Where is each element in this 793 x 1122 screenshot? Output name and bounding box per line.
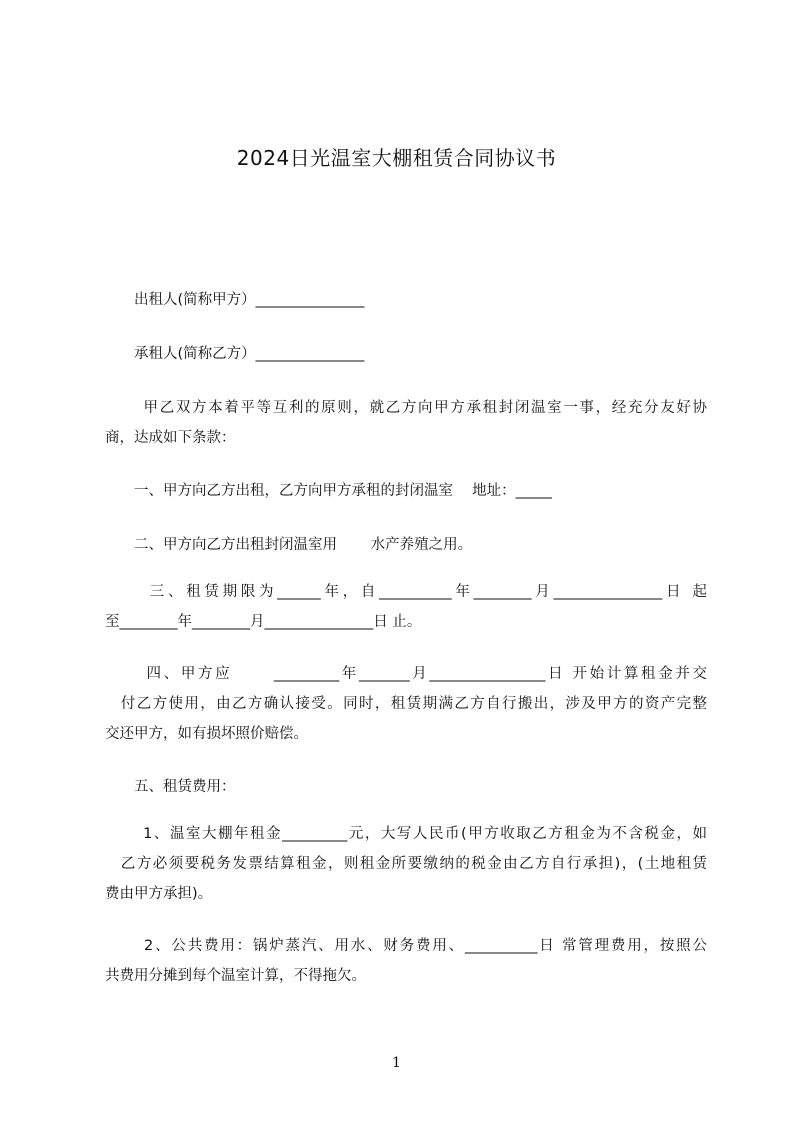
clause-5-1-line-3: 费由甲方承担)。: [105, 886, 213, 902]
clause-5-1-line-1: 1、温室大棚年租金_________元，大写人民币(甲方收取乙方租金为不含税金，如: [105, 826, 707, 842]
clause-3-line-2: 至________年________月_______________日 止。: [105, 614, 422, 630]
clause-2: 二、甲方向乙方出租封闭温室用 水产养殖之用。: [105, 537, 473, 553]
preamble-line-2: 商，达成如下条款：: [105, 430, 236, 446]
clause-4-line-3: 交还甲方，如有损坏照价赔偿。: [105, 726, 308, 742]
clause-5-2-line-1: 2、公共费用：锅炉蒸汽、用水、财务费用、__________日 常管理费用，按照公: [105, 938, 707, 954]
clause-5-1-line-2: 乙方必须要税务发票结算租金，则租金所要缴纳的税金由乙方自行承担)，(土地租赁: [105, 856, 707, 872]
page-number: 1: [392, 1055, 401, 1071]
clause-4-line-1: 四、甲方应 _________年_______月________________日 开始计算租金并交: [105, 666, 707, 682]
clause-1: 一、甲方向乙方出租，乙方向甲方承租的封闭温室 地址：_____: [105, 483, 552, 499]
lessee-line: 承租人(简称乙方）_______________: [105, 346, 365, 362]
lessor-line: 出租人(简称甲方）_______________: [105, 292, 365, 308]
clause-5-heading: 五、租赁费用：: [105, 779, 236, 795]
clause-3-line-1: 三、租赁期限为______年，自__________年________月_______________日 起: [105, 584, 707, 600]
preamble-line-1: 甲乙双方本着平等互利的原则，就乙方向甲方承租封闭温室一事，经充分友好协: [105, 400, 707, 416]
document-title: 2024日光温室大棚租赁合同协议书: [236, 146, 557, 170]
clause-5-2-line-2: 共费用分摊到每个温室计算，不得拖欠。: [105, 968, 366, 984]
clause-4-line-2: 付乙方使用，由乙方确认接受。同时，租赁期满乙方自行搬出，涉及甲方的资产完整: [105, 696, 707, 712]
